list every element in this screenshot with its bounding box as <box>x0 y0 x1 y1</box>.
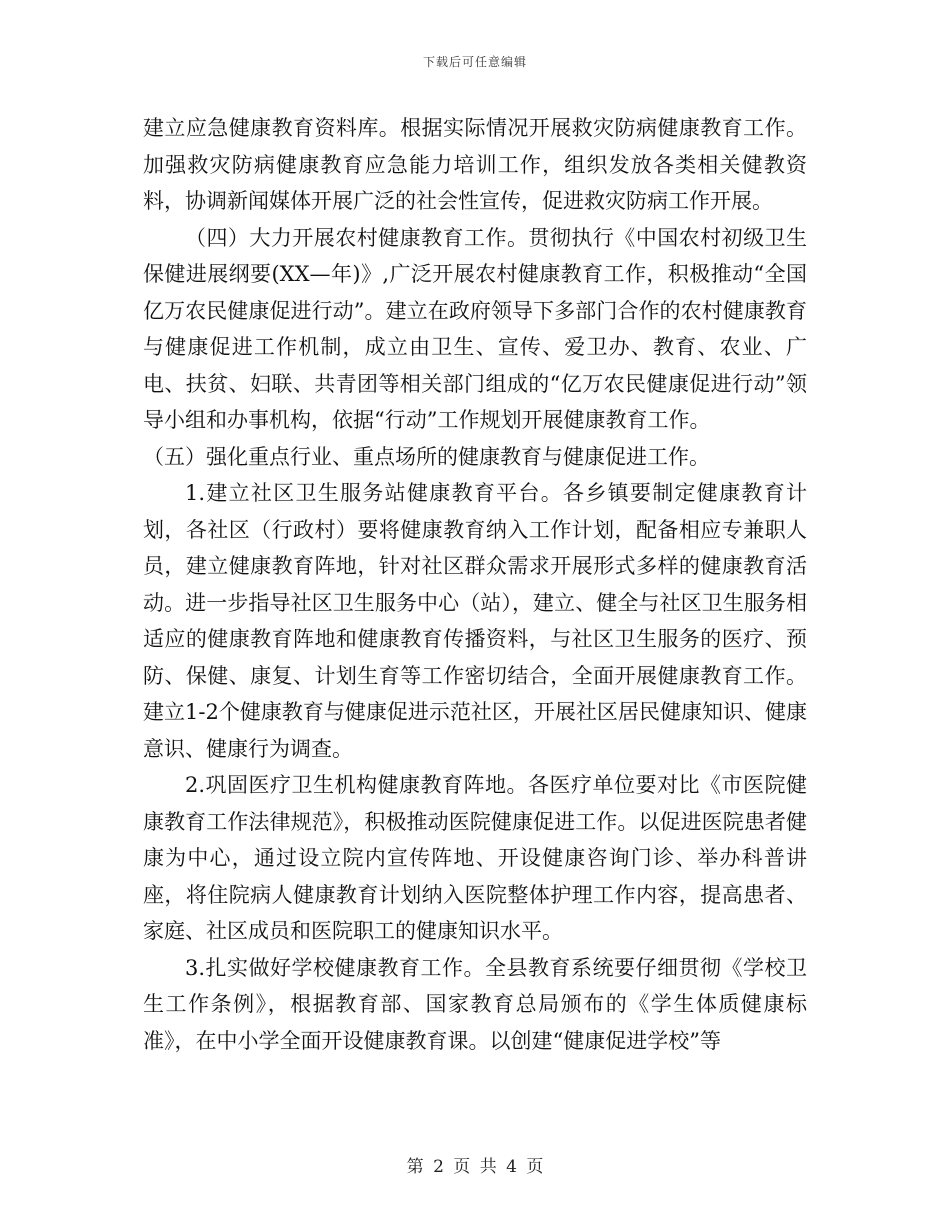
paragraph-emergency-education: 建立应急健康教育资料库。根据实际情况开展救灾防病健康教育工作。加强救灾防病健康教育应急能力培训工作，组织发放各类相关健教资料，协调新闻媒体开展广泛的社会性宣传，促进救灾防病工作开展。 <box>143 116 807 213</box>
paragraph-key-industries-heading: （五）强化重点行业、重点场所的健康教育与健康促进工作。 <box>143 444 710 469</box>
page-header-note: 下载后可任意编辑 <box>422 55 527 69</box>
paragraph-school-education: 3.扎实做好学校健康教育工作。全县教育系统要仔细贯彻《学校卫生工作条例》，根据教育部、国家教育总局颁布的《学生体质健康标准》，在中小学全面开设健康教育课。以创建“健康促进学校”等 <box>143 955 807 1053</box>
paragraph-community-platform: 1.建立社区卫生服务站健康教育平台。各乡镇要制定健康教育计划，各社区（行政村）要将健康教育纳入工作计划，配备相应专兼职人员，建立健康教育阵地，针对社区群众需求开展形式多样的健康教育活动。进一步指导社区卫生服务中心（站），建立、健全与社区卫生服务相适应的健康教育阵地和健康教育传播资料，与社区卫生服务的医疗、预防、保健、康复、计划生育等工作密切结合，全面开展健康教育工作。建立1-2个健康教育与健康促进示范社区，开展社区居民健康知识、健康意识、健康行为调查。 <box>143 481 807 761</box>
paragraph-medical-institutions: 2.巩固医疗卫生机构健康教育阵地。各医疗单位要对比《市医院健康教育工作法律规范》，积极推动医院健康促进工作。以促进医院患者健康为中心，通过设立院内宣传阵地、开设健康咨询门诊、举办科普讲座，将住院病人健康教育计划纳入医院整体护理工作内容，提高患者、家庭、社区成员和医院职工的健康知识水平。 <box>143 773 807 943</box>
page-number: 第 2 页 共 4 页 <box>406 1157 544 1177</box>
paragraph-rural-education: （四）大力开展农村健康教育工作。贯彻执行《中国农村初级卫生保健进展纲要(XX—年)》,广泛开展农村健康教育工作，积极推动“全国亿万农民健康促进行动”。建立在政府领导下多部门合作的农村健康教育与健康促进工作机制，成立由卫生、宣传、爱卫办、教育、农业、广电、扶贫、妇联、共青团等相关部门组成的“亿万农民健康促进行动”领导小组和办事机构，依据“行动”工作规划开展健康教育工作。 <box>143 225 807 432</box>
document-body <box>143 110 807 1059</box>
